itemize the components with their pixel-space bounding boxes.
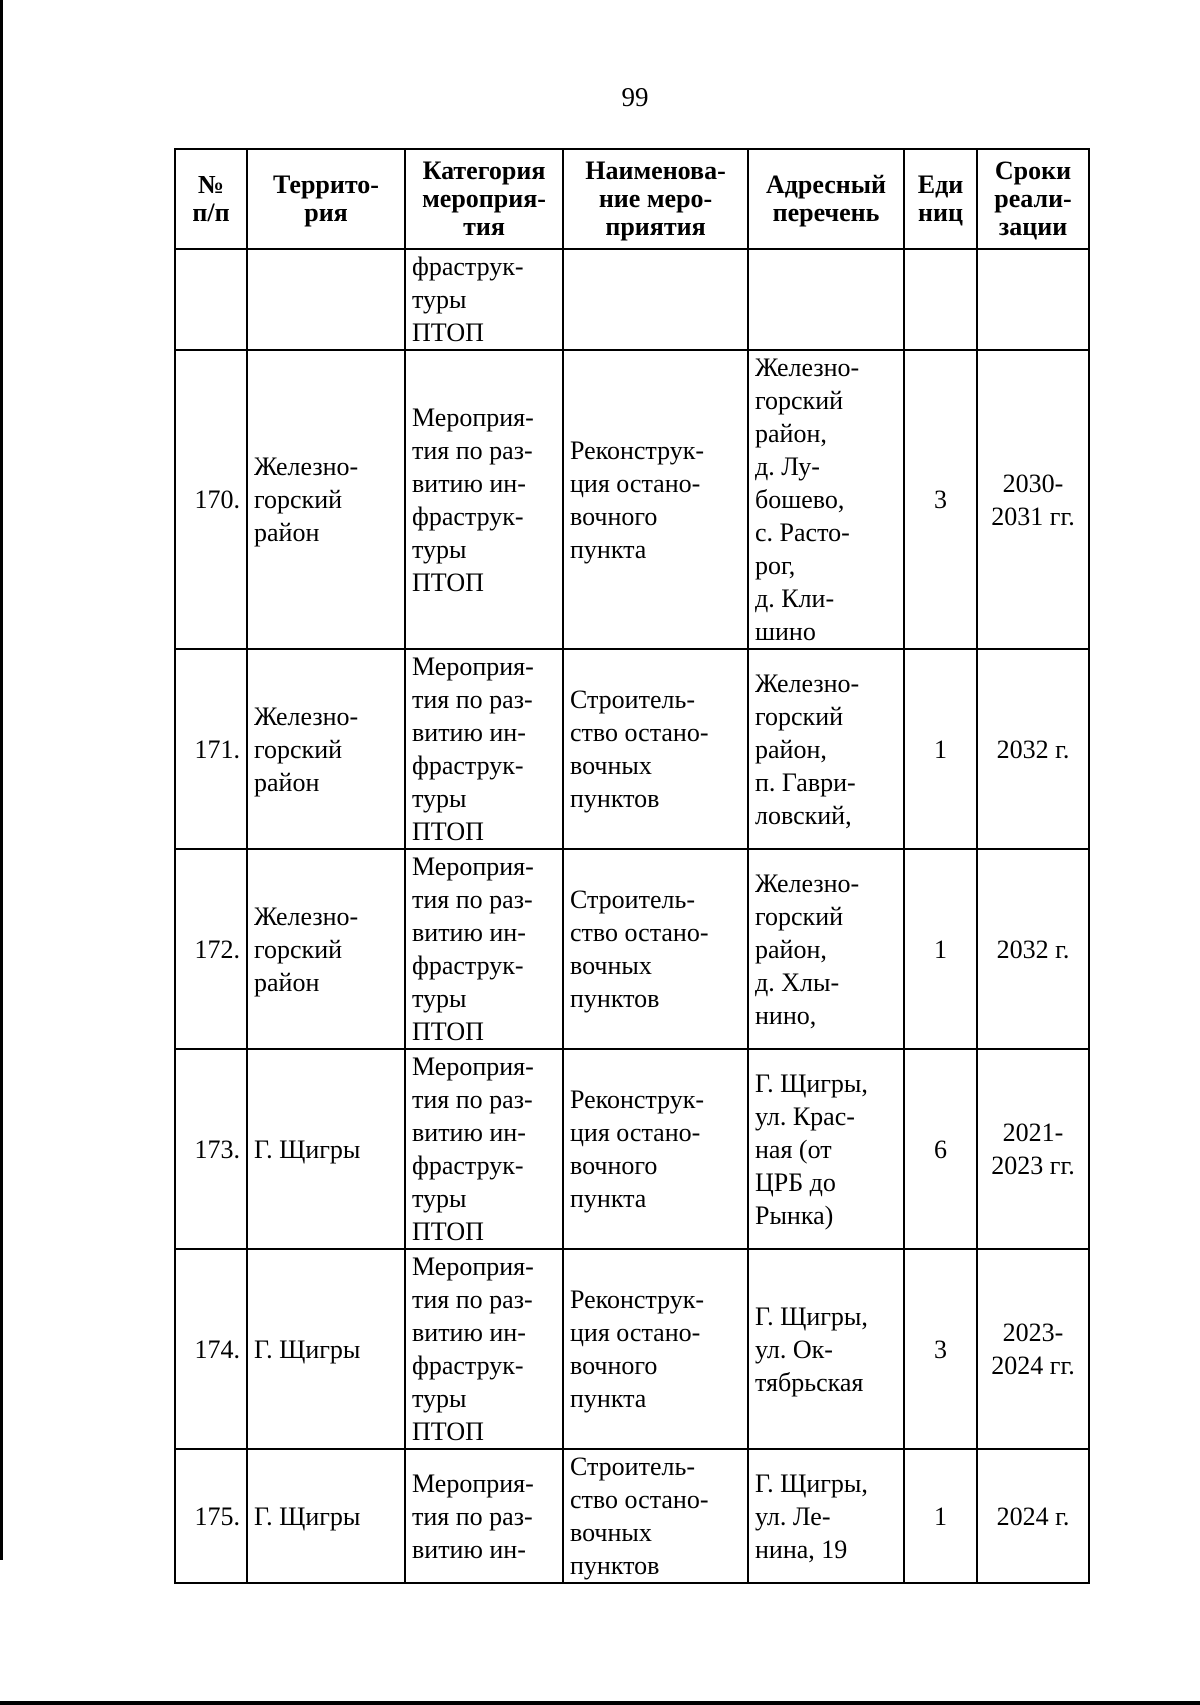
- row-number: 174.: [175, 1249, 247, 1449]
- header-category: Категория мероприя- тия: [405, 149, 563, 249]
- row-event-name: [563, 249, 748, 350]
- row-units: [904, 249, 977, 350]
- header-territory: Террито- рия: [247, 149, 405, 249]
- row-period: 2032 г.: [977, 849, 1089, 1049]
- row-event-name: Реконструк- ция остано- вочного пункта: [563, 1049, 748, 1249]
- row-event-name: Реконструк- ция остано- вочного пункта: [563, 350, 748, 649]
- events-table: [174, 148, 1090, 1584]
- table-row: [175, 849, 1089, 1049]
- row-event-name: Строитель- ство остано- вочных пунктов: [563, 1449, 748, 1583]
- row-number: 175.: [175, 1449, 247, 1583]
- row-number: 172.: [175, 849, 247, 1049]
- row-event-name: Реконструк- ция остано- вочного пункта: [563, 1249, 748, 1449]
- table-row: [175, 649, 1089, 849]
- table-row: [175, 249, 1089, 350]
- scan-left-edge: [0, 0, 3, 1560]
- row-category: Мероприя- тия по раз- витию ин- фраструк- туры ПТОП: [405, 849, 563, 1049]
- table-row: [175, 350, 1089, 649]
- row-category: Мероприя- тия по раз- витию ин- фраструк- туры ПТОП: [405, 649, 563, 849]
- row-territory: Г. Щигры: [247, 1049, 405, 1249]
- row-period: 2032 г.: [977, 649, 1089, 849]
- row-category: Мероприя- тия по раз- витию ин- фраструк- туры ПТОП: [405, 1249, 563, 1449]
- table-row: [175, 1449, 1089, 1583]
- row-units: 3: [904, 350, 977, 649]
- row-period: 2024 г.: [977, 1449, 1089, 1583]
- row-category: фраструк- туры ПТОП: [405, 249, 563, 350]
- row-period: 2030- 2031 гг.: [977, 350, 1089, 649]
- row-units: 3: [904, 1249, 977, 1449]
- row-territory: Г. Щигры: [247, 1449, 405, 1583]
- header-address-list: Адресный перечень: [748, 149, 904, 249]
- row-units: 1: [904, 849, 977, 1049]
- table-row: [175, 1049, 1089, 1249]
- page-number: 99: [621, 82, 649, 112]
- row-address: Железно- горский район, д. Хлы- нино,: [748, 849, 904, 1049]
- row-event-name: Строитель- ство остано- вочных пунктов: [563, 649, 748, 849]
- row-event-name: Строитель- ство остано- вочных пунктов: [563, 849, 748, 1049]
- row-number: 170.: [175, 350, 247, 649]
- row-number: 173.: [175, 1049, 247, 1249]
- row-address: Железно- горский район, п. Гаври- ловский,: [748, 649, 904, 849]
- header-units: Еди ниц: [904, 149, 977, 249]
- row-territory: Г. Щигры: [247, 1249, 405, 1449]
- row-category: Мероприя- тия по раз- витию ин- фраструк- туры ПТОП: [405, 1049, 563, 1249]
- row-number: 171.: [175, 649, 247, 849]
- row-address: Г. Щигры, ул. Ле- нина, 19: [748, 1449, 904, 1583]
- row-territory: Железно- горский район: [247, 649, 405, 849]
- header-event-name: Наименова- ние меро- приятия: [563, 149, 748, 249]
- row-units: 1: [904, 1449, 977, 1583]
- row-units: 6: [904, 1049, 977, 1249]
- row-territory: [247, 249, 405, 350]
- row-period: 2023- 2024 гг.: [977, 1249, 1089, 1449]
- scan-bottom-edge: [0, 1701, 1200, 1705]
- row-address: [748, 249, 904, 350]
- row-address: Г. Щигры, ул. Ок- тябрьская: [748, 1249, 904, 1449]
- row-address: Железно- горский район, д. Лу- бошево, с. Расто- рог, д. Кли- шино: [748, 350, 904, 649]
- header-period: Сроки реали- зации: [977, 149, 1089, 249]
- row-period: [977, 249, 1089, 350]
- row-territory: Железно- горский район: [247, 350, 405, 649]
- row-units: 1: [904, 649, 977, 849]
- row-period: 2021- 2023 гг.: [977, 1049, 1089, 1249]
- header-number: № п/п: [175, 149, 247, 249]
- row-number: [175, 249, 247, 350]
- table-header-row: [175, 149, 1089, 249]
- row-category: Мероприя- тия по раз- витию ин-: [405, 1449, 563, 1583]
- table-row: [175, 1249, 1089, 1449]
- row-territory: Железно- горский район: [247, 849, 405, 1049]
- row-address: Г. Щигры, ул. Крас- ная (от ЦРБ до Рынка): [748, 1049, 904, 1249]
- row-category: Мероприя- тия по раз- витию ин- фраструк- туры ПТОП: [405, 350, 563, 649]
